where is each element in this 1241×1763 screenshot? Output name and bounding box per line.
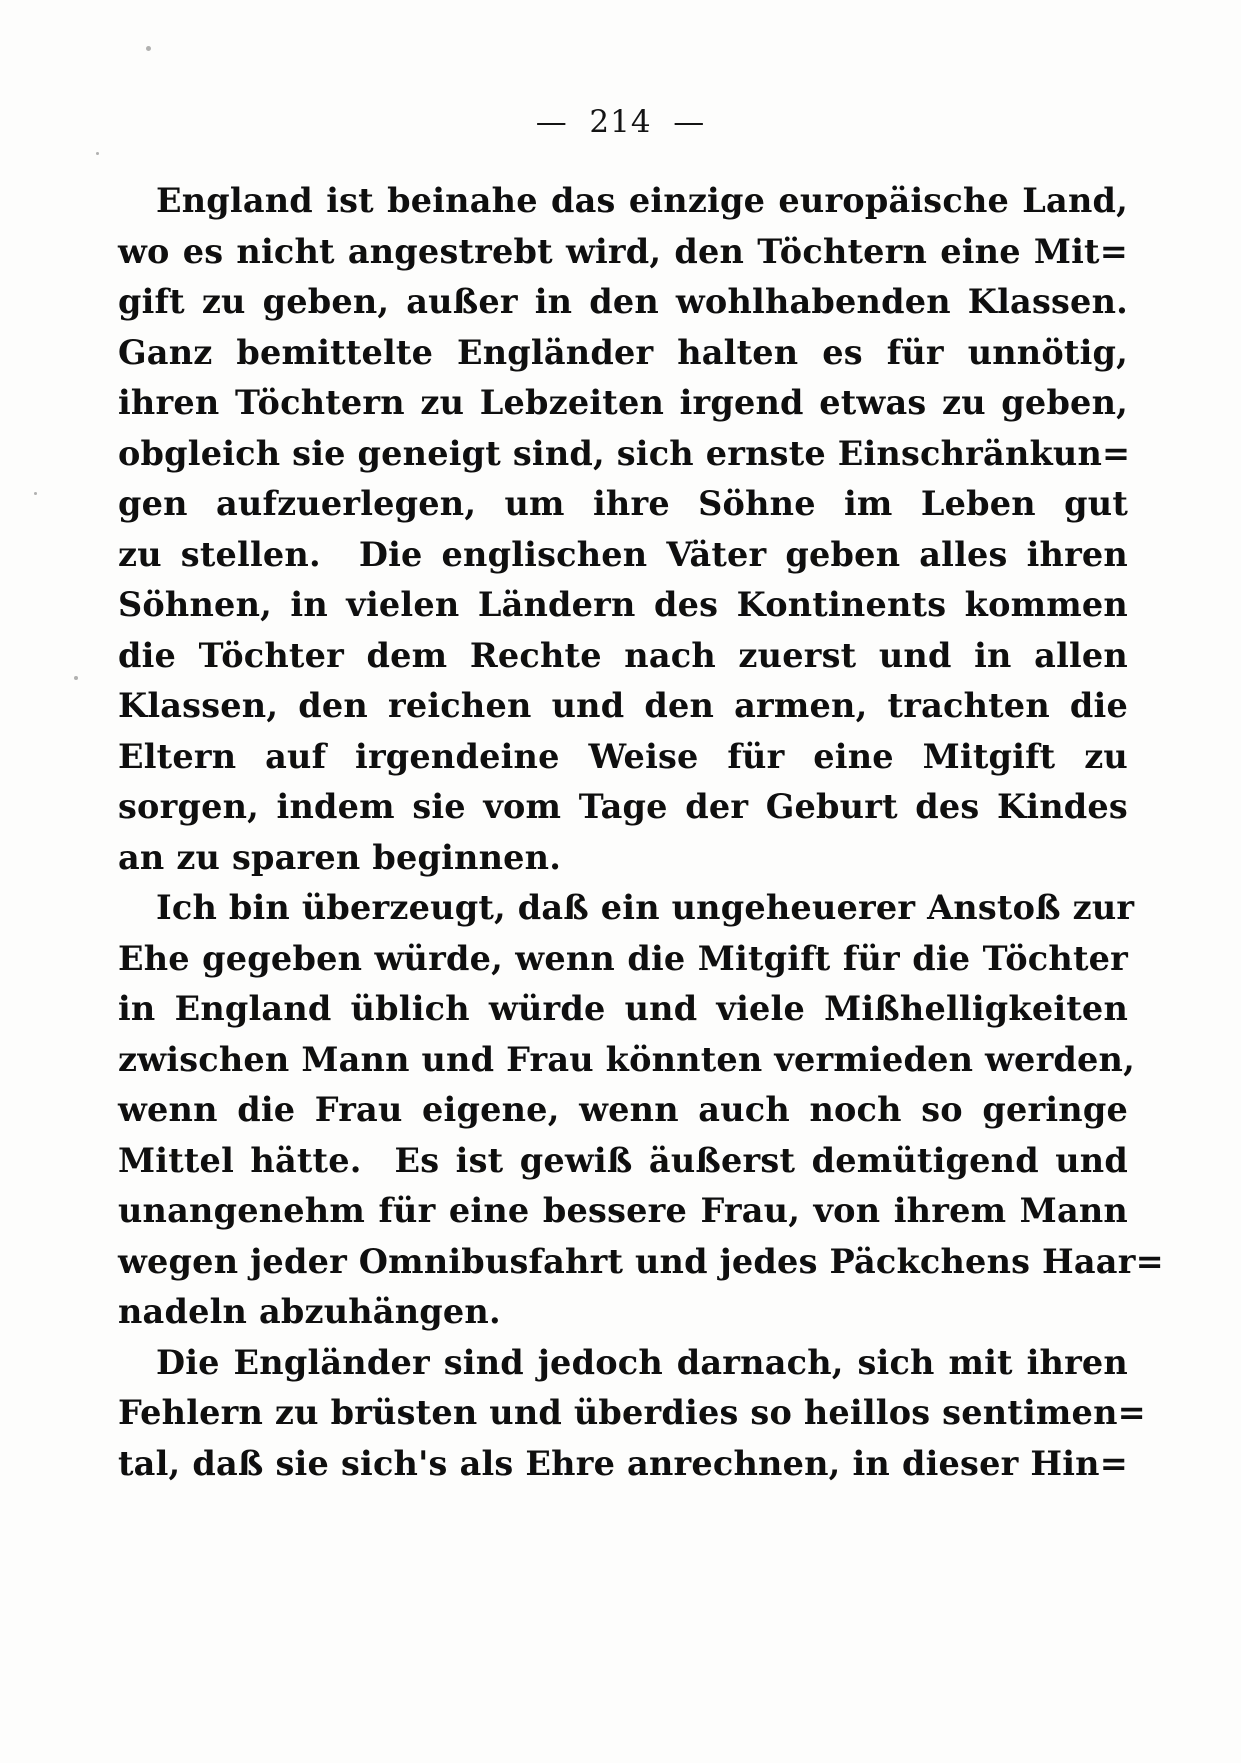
text-line: zu stellen. Die englischen Väter geben alles ihren: [118, 534, 1128, 574]
paragraph-1: [118, 176, 1131, 883]
text-line: Ich bin überzeugt, daß ein ungeheuerer Anstoß zur: [156, 888, 1135, 927]
text-line: Mittel hätte. Es ist gewiß äußerst demütigend und: [118, 1140, 1128, 1180]
text-line: Söhnen, in vielen Ländern des Kontinents kommen: [118, 585, 1128, 624]
text-line: gen aufzuerlegen, um ihre Söhne im Leben gut: [118, 484, 1128, 523]
scan-speck-icon-3: [34, 492, 37, 495]
text-line: wo es nicht angestrebt wird, den Töchtern eine Mit=: [118, 231, 1128, 271]
paragraph-2: [118, 883, 1164, 1338]
page-body-text: [118, 176, 1164, 1489]
page-number-header: — 214 —: [535, 104, 706, 140]
scan-speck-icon-1: [146, 46, 151, 51]
text-line: nadeln abzuhängen.: [118, 1292, 501, 1331]
text-line: wegen jeder Omnibusfahrt und jedes Päckchens Haar=: [118, 1241, 1164, 1281]
text-line: tal, daß sie sich's als Ehre anrechnen, in dieser Hin=: [118, 1443, 1128, 1483]
paragraph-3: [118, 1338, 1146, 1490]
text-line: Klassen, den reichen und den armen, trachten die: [118, 686, 1128, 725]
scan-speck-icon-4: [74, 676, 78, 680]
text-line: Ehe gegeben würde, wenn die Mitgift für die Töchter: [118, 938, 1128, 978]
text-line: obgleich sie geneigt sind, sich ernste Einschränkun=: [118, 433, 1131, 473]
text-line: gift zu geben, außer in den wohlhabenden Klassen.: [118, 282, 1128, 321]
text-line: Ganz bemittelte Engländer halten es für unnötig,: [118, 332, 1128, 372]
text-line: an zu sparen beginnen.: [118, 837, 562, 877]
scan-speck-icon-2: [96, 152, 99, 155]
text-line: ihren Töchtern zu Lebzeiten irgend etwas zu geben,: [118, 383, 1128, 422]
text-line: Die Engländer sind jedoch darnach, sich mit ihren: [156, 1342, 1128, 1382]
text-line: die Töchter dem Rechte nach zuerst und in allen: [118, 635, 1128, 675]
text-line: Fehlern zu brüsten und überdies so heillos sentimen=: [118, 1393, 1146, 1432]
text-line: zwischen Mann und Frau könnten vermieden werden,: [118, 1039, 1135, 1079]
text-line: in England üblich würde und viele Mißhelligkeiten: [118, 989, 1128, 1028]
text-line: wenn die Frau eigene, wenn auch noch so geringe: [118, 1090, 1128, 1129]
text-line: England ist beinahe das einzige europäische Land,: [156, 181, 1128, 220]
text-line: sorgen, indem sie vom Tage der Geburt des Kindes: [118, 787, 1128, 826]
text-line: Eltern auf irgendeine Weise für eine Mitgift zu: [118, 736, 1128, 776]
text-line: unangenehm für eine bessere Frau, von ihrem Mann: [118, 1191, 1128, 1230]
